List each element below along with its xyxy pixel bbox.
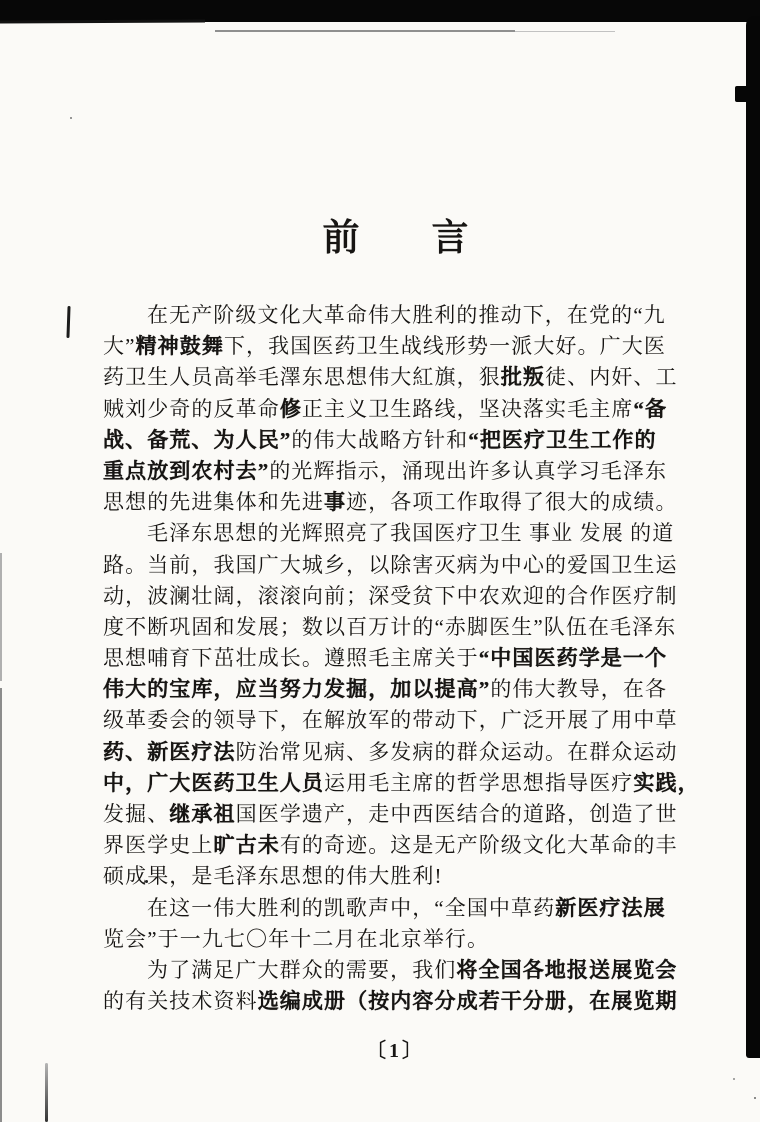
text-segment: 下，我国医药卫生战线形势一派大好。广大医 [223, 334, 666, 359]
text-line [103, 737, 703, 768]
text-line [103, 550, 703, 581]
bold-text-segment: 伟大的宝库，应当努力发掘，加以提高” [103, 677, 491, 702]
text-segment: 级革委会的领导下，在解放军的带动下，广泛开展了用中草 [103, 708, 678, 733]
text-segment: 有的奇迹。这是无产阶级文化大革命的丰 [279, 833, 678, 858]
bold-text-segment: 继承祖 [169, 802, 236, 826]
body-text [103, 300, 703, 1017]
bold-text-segment: “把医疗卫生工作的 [468, 427, 657, 452]
text-segment: 路。当前，我国广大城乡，以除害灭病为中心的爱国卫生运 [103, 552, 678, 577]
text-segment: 药卫生人员高举毛澤东思想伟大紅旗，狠 [103, 365, 501, 390]
text-line [103, 581, 703, 612]
text-line [103, 768, 703, 799]
scan-artifact-gray-line [215, 30, 515, 32]
bold-text-segment: 实践， [633, 770, 700, 795]
text-segment: 思想哺育下茁壮成长。遵照毛主席关于 [103, 646, 479, 671]
scan-artifact-speck [754, 1097, 756, 1099]
text-segment: 防治常见病、多发病的群众运动。在群众运动 [235, 739, 678, 764]
text-segment: 贼刘少奇的反革命 [103, 396, 280, 421]
text-segment: 览会”于一九七〇年十二月在北京举行。 [103, 926, 490, 951]
text-line [103, 425, 703, 456]
bold-text-segment: 新医疗法展 [555, 895, 666, 920]
bold-text-segment: “备 [633, 396, 668, 421]
text-segment: 运用毛主席的哲学思想指导医疗 [324, 770, 634, 795]
bold-text-segment: 精神鼓舞 [135, 334, 224, 359]
scan-artifact-right-band-notch [735, 86, 746, 102]
text-line [103, 487, 703, 518]
text-segment: 动，波澜壮阔，滚滚向前；深受贫下中农欢迎的合作医疗制 [103, 583, 678, 608]
text-line [103, 705, 703, 736]
scan-artifact-right-band [746, 16, 760, 1058]
bold-text-segment: 中，广大医药卫生人员 [103, 770, 324, 795]
scan-artifact-speck [70, 117, 72, 119]
bold-text-segment: 选编成册（按内容分成若干分册，在展览期 [257, 989, 678, 1014]
scan-artifact-left-edge-line [0, 553, 2, 681]
bold-text-segment: “中国医药学是一个 [478, 646, 668, 671]
scan-artifact-top-line [0, 19, 205, 23]
scan-artifact-speck [733, 1078, 735, 1080]
bold-text-segment: 事 [324, 490, 347, 515]
text-segment: 在这一伟大胜利的凯歌声中，“全国中草药 [147, 895, 556, 920]
text-segment: 毛泽东思想的光辉照亮了我国医疗卫生 事业 发展 的道 [147, 521, 675, 546]
page-title-char: 前 [322, 218, 360, 259]
bold-text-segment: 将全国各地报送展览会 [456, 957, 678, 982]
scan-artifact-margin-mark [45, 1063, 48, 1122]
text-line [103, 924, 703, 955]
text-segment: 的有关技术资料 [103, 989, 258, 1014]
text-line [103, 612, 703, 643]
text-segment: 界医学史上 [103, 833, 214, 858]
text-segment: 为了满足广大群众的需要，我们 [147, 957, 457, 982]
bold-text-segment: 旷古未 [213, 833, 280, 858]
text-line [103, 830, 703, 861]
bold-text-segment: 批叛 [500, 365, 546, 390]
text-line [103, 799, 703, 830]
text-line [103, 394, 703, 425]
text-line [103, 518, 703, 549]
text-line [103, 362, 703, 393]
text-segment: 的伟大教导，在各 [490, 677, 668, 702]
bold-text-segment: 战、备荒、为人民” [103, 427, 292, 452]
scan-artifact-margin-mark [66, 306, 70, 338]
bold-text-segment: 重点放到农村去” [103, 458, 270, 483]
text-line [103, 643, 703, 674]
bold-text-segment: 药、新医疗法 [103, 739, 236, 764]
text-line [103, 986, 703, 1017]
text-segment: 发掘、 [103, 802, 170, 826]
text-segment: 思想的先进集体和先进 [103, 490, 324, 515]
text-line [103, 893, 703, 924]
page-number: 〔1〕 [366, 1040, 425, 1062]
text-segment: 迹，各项工作取得了很大的成绩。 [346, 490, 678, 515]
text-line [103, 674, 703, 705]
text-segment: 徒、内奸、工 [545, 365, 678, 390]
page-title-char: 言 [431, 218, 469, 259]
text-line [103, 955, 703, 986]
text-segment: 大” [103, 334, 136, 359]
text-line [103, 456, 703, 487]
text-segment: 正主义卫生路线，坚决落实毛主席 [301, 396, 634, 421]
text-segment: 的伟大战略方针和 [291, 427, 469, 452]
text-segment: 的光辉指示，涌现出许多认真学习毛泽东 [269, 458, 668, 483]
text-line [103, 300, 703, 331]
scan-artifact-top-band [0, 0, 760, 22]
text-line [103, 861, 703, 892]
text-segment: 硕成果，是毛泽东思想的伟大胜利! [103, 864, 443, 889]
page-title [103, 220, 688, 257]
scan-artifact-left-edge-line [0, 688, 2, 1122]
text-line [103, 331, 703, 362]
text-segment: 国医学遗产，走中西医结合的道路，创造了世 [235, 802, 678, 826]
text-segment: 在无产阶级文化大革命伟大胜利的推动下，在党的“九 [147, 303, 666, 327]
bold-text-segment: 修 [279, 396, 302, 421]
text-segment: 度不断巩固和发展；数以百万计的“赤脚医生”队伍在毛泽东 [103, 614, 677, 639]
scan-artifact-gray-line-tail [515, 31, 615, 32]
